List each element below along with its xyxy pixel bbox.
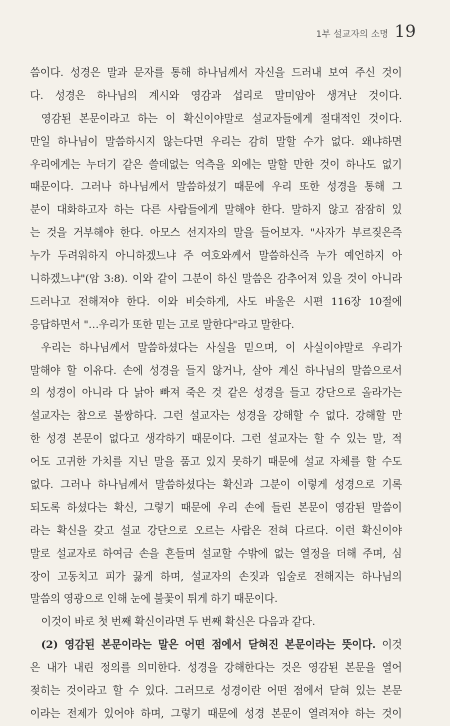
line-text: 누가 두려워하지 아니하겠느냐 주 여호와께서 말씀하신즉 누가 예언하지 아 <box>30 250 402 263</box>
line-text: 우리에게는 누더기 같은 쓸데없는 억측을 외에는 말할 만한 것이 하나도 없기 <box>30 158 402 171</box>
line-text: 응답하면서 "…우리가 또한 믿는 고로 말한다"라고 말한다. <box>30 318 295 331</box>
line-text: 라는 확신을 갖고 설교 강단으로 오르는 사람은 전혀 다르다. 이런 확신이야 <box>30 524 402 537</box>
line-text: 이라는 전제가 있어야 하며, 그렇기 때문에 성경 본문이 열려져야 하는 것이 <box>30 707 402 720</box>
text-line <box>30 497 402 520</box>
text-line <box>30 291 402 314</box>
text-line <box>30 360 402 383</box>
text-line <box>30 222 402 245</box>
text-line <box>30 451 402 474</box>
text-line <box>30 154 402 177</box>
text-line <box>30 474 402 497</box>
line-text: 장이 고동치고 피가 끓게 하며, 설교자의 손짓과 입술로 전해지는 하나님의 <box>30 570 402 583</box>
line-text: 우리는 하나님께서 말씀하셨다는 사실을 믿으며, 이 사실이야말로 우리가 <box>41 341 402 354</box>
text-line <box>30 588 402 611</box>
text-line <box>30 680 402 703</box>
text-line <box>30 382 402 405</box>
text-line <box>30 199 402 222</box>
text-line <box>30 314 402 337</box>
running-header <box>316 22 416 42</box>
text-line <box>30 543 402 566</box>
line-text: 의 성경이 아니라 다 낡아 빠져 죽은 것 같은 성경을 들고 강단으로 올라가는 <box>30 387 402 400</box>
line-text: 말로 설교자로 하여금 손을 흔들며 설교할 수밖에 없는 열정을 더해 주며, 심 <box>30 547 402 560</box>
line-text: 다. 성경은 하나님의 계시와 영감과 섭리로 말미암아 생겨난 것이다. <box>30 89 402 102</box>
part-title: 1부 설교자의 소명 <box>316 30 389 40</box>
text-line <box>30 176 402 199</box>
line-text: 분이 대화하고자 하는 다른 사람들에게 말해야 한다. 말하지 않고 잠잠히 있 <box>30 204 402 217</box>
text-line <box>30 703 402 726</box>
page-number: 19 <box>394 22 416 42</box>
bold-heading: (2) 영감된 본문이라는 말은 어떤 점에서 닫혀진 본문이라는 뜻이다. <box>41 639 376 652</box>
line-text: 드러나고 전해져야 한다. 이와 비슷하게, 사도 바울은 시편 116장 10절에 <box>30 295 402 308</box>
text-line <box>30 268 402 291</box>
text-line <box>30 131 402 154</box>
line-text: 는 것을 거부해야 한다. 아모스 선지자의 말을 들어보자. "사자가 부르짖은즉 <box>30 227 402 240</box>
line-text: 이것 <box>375 639 402 652</box>
line-text: 은 내가 내린 정의를 의미한다. 성경을 강해한다는 것은 영감된 본문을 열어 <box>30 662 402 675</box>
line-text: 설교자는 참으로 불쌍하다. 그런 설교자는 성경을 강해할 수 없다. 강해할 만 <box>30 410 402 423</box>
line-text: 젖히는 것이라고 할 수 있다. 그러므로 성경이란 어떤 점에서 닫혀 있는 본문 <box>30 685 402 698</box>
line-text: 영감된 본문이라고 하는 이 확신이야말로 설교자들에게 절대적인 것이다. <box>41 112 402 125</box>
line-text: 말씀의 영광으로 인해 눈에 불꽃이 튀게 하기 때문이다. <box>30 593 278 606</box>
text-line <box>30 520 402 543</box>
line-text: 니하겠느냐"(암 3:8). 이와 같이 그분이 하신 말씀은 감추어져 있을 것이 아니라 <box>30 273 402 286</box>
text-line <box>30 245 402 268</box>
text-line <box>30 634 402 657</box>
text-line <box>30 566 402 589</box>
text-line <box>30 108 402 131</box>
body-text <box>30 62 402 726</box>
line-text: 만일 하나님이 말씀하시지 않는다면 우리는 감히 말할 수가 없다. 왜냐하면 <box>30 135 402 148</box>
text-line <box>30 337 402 360</box>
line-text: 말해야 할 이유다. 손에 성경을 들지 않거나, 살아 계신 하나님의 말씀으로서 <box>30 364 402 377</box>
line-text: 되도록 하셨다는 확신, 그렇기 때문에 우리 손에 들린 본문이 영감된 말씀이 <box>30 501 402 514</box>
text-line <box>30 657 402 680</box>
line-text: 이것이 바로 첫 번째 확신이라면 두 번째 확신은 다음과 같다. <box>41 616 316 629</box>
line-text: 한 성경 본문이 없다고 생각하기 때문이다. 그런 설교자는 할 수 있는 말, 적 <box>30 433 402 446</box>
line-text: 없다. 그러나 하나님께서 말씀하셨다는 확신과 그분이 이렇게 성경으로 기록 <box>30 479 402 492</box>
text-line <box>30 85 402 108</box>
text-line <box>30 611 402 634</box>
line-text: 씀이다. 성경은 말과 문자를 통해 하나님께서 자신을 드러내 보여 주신 것이 <box>30 67 402 79</box>
line-text: 어도 고귀한 가치를 지닌 말을 품고 있지 못하기 때문에 설교 자체를 할 수도 <box>30 456 402 469</box>
line-text: 때문이다. 그러나 하나님께서 말씀하셨기 때문에 우리 또한 성경을 통해 그 <box>30 181 402 194</box>
text-line <box>30 62 402 85</box>
text-line <box>30 428 402 451</box>
text-line <box>30 405 402 428</box>
